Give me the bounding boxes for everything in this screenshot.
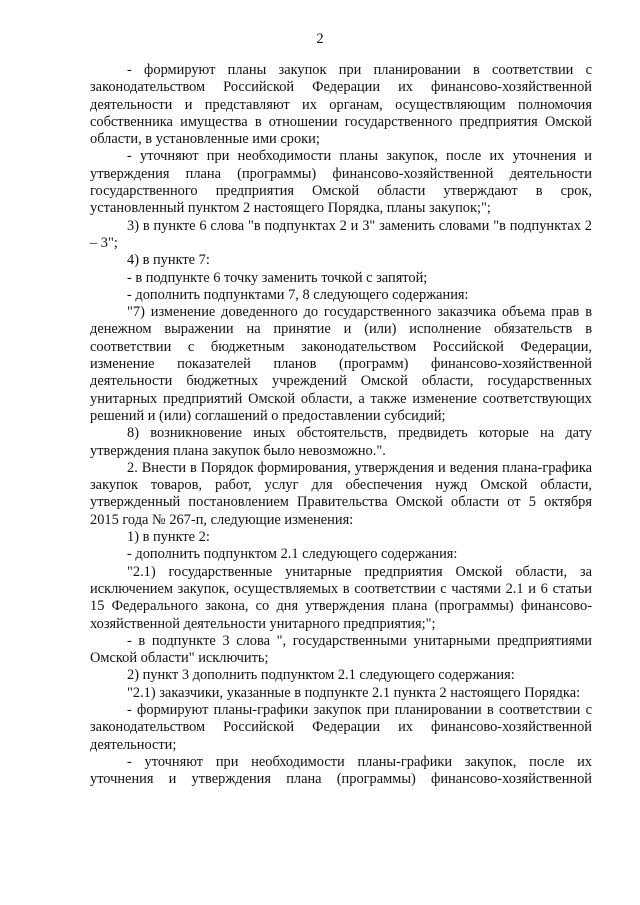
- paragraph-section-2-item-1: 1) в пункте 2:: [127, 529, 210, 546]
- document-text: [90, 62, 592, 788]
- paragraph-subitem-2-1-text: "2.1) государственные унитарные предприятия Омской области, за исключением закупок, осуществляемых в соответствии с частями 2.1 и 6 статьи 15 Федерального закона, со дня утверждения плана (программы) финансово-хозяйственной деятельности унитарного предприятия;";: [90, 563, 592, 632]
- paragraph-item-4: 4) в пункте 7:: [127, 252, 210, 269]
- paragraph-add-subitem-2-1: - дополнить подпунктом 2.1 следующего содержания:: [127, 546, 458, 563]
- paragraph-subitem-8: 8) возникновение иных обстоятельств, предвидеть которые на дату утверждения плана закупок было невозможно.".: [90, 425, 592, 459]
- paragraph-section-2-item-2: 2) пункт 3 дополнить подпунктом 2.1 следующего содержания:: [127, 667, 515, 684]
- page-number: 2: [316, 31, 324, 47]
- paragraph-subitem-3-exclude: - в подпункте 3 слова ", государственными унитарными предприятиями Омской области" исключить;: [90, 632, 592, 667]
- paragraph-schedules-clarification: - уточняют при необходимости планы-графики закупок, после их уточнения и утверждения плана (программы) финансово-хозяйственной: [90, 753, 592, 788]
- paragraph-plans-clarification: - уточняют при необходимости планы закупок, после их уточнения и утверждения плана (программы) финансово-хозяйственной деятельности государственного предприятия Омской области утверждают в срок, установленный пунктом 2 настоящего Порядка, планы закупок;";: [90, 148, 592, 217]
- paragraph-subitem-6: - в подпункте 6 точку заменить точкой с запятой;: [127, 269, 428, 286]
- paragraph-add-subitems: - дополнить подпунктами 7, 8 следующего содержания:: [127, 286, 469, 303]
- paragraph-plans-formation: - формируют планы закупок при планировании в соответствии с законодательством Российской Федерации их финансово-хозяйственной деятельности и представляют их органам, осуществляющим полномочия собственника имущества в отношении государственного предприятия Омской области, в установленные ими сроки;: [90, 62, 592, 148]
- paragraph-item-3: 3) в пункте 6 слова "в подпунктах 2 и 3" заменить словами "в подпунктах 2 – 3";: [90, 217, 592, 251]
- paragraph-section-2: 2. Внести в Порядок формирования, утверждения и ведения плана-графика закупок товаров, работ, услуг для обеспечения нужд Омской области, утвержденный постановлением Правительства Омской области от 5 октября 2015 года № 267-п, следующие изменения:: [90, 459, 592, 528]
- paragraph-schedules-formation: - формируют планы-графики закупок при планировании в соответствии с законодательством Российской Федерации их финансово-хозяйственной деятельности;: [90, 701, 592, 753]
- paragraph-subitem-7: "7) изменение доведенного до государственного заказчика объема прав в денежном выражении на принятие и (или) исполнение обязательств в соответствии с бюджетным законодательством Российской Федерации, изменение показателей планов (программ) финансово-хозяйственной деятельности бюджетных учреждений Омской области, государственных унитарных предприятий Омской области, а также изменение соответствующих решений и (или) соглашений о предоставлении субсидий;: [90, 304, 592, 424]
- paragraph-customers-2-1: "2.1) заказчики, указанные в подпункте 2.1 пункта 2 настоящего Порядка:: [127, 684, 581, 701]
